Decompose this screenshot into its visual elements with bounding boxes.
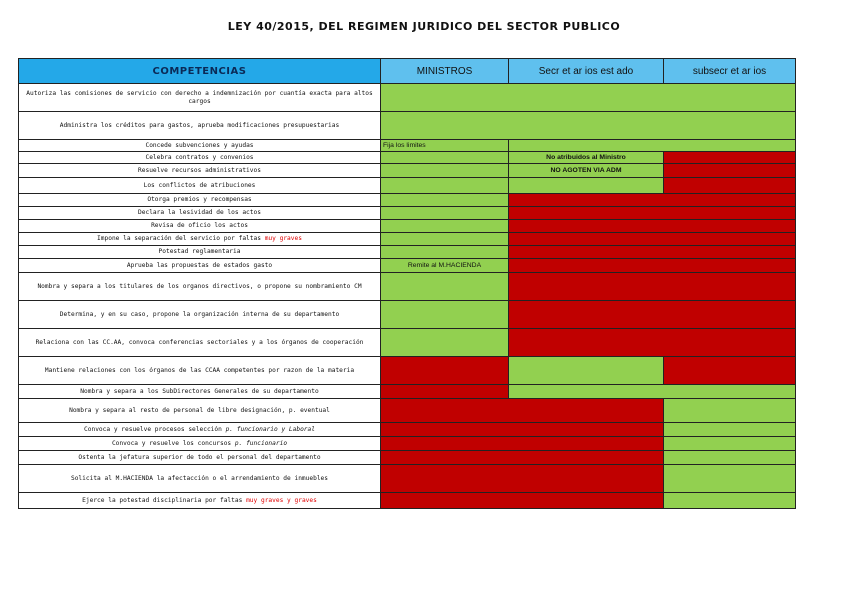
cell-green: [509, 140, 796, 152]
cell-red: [381, 399, 664, 423]
cell-subsecretarios: [664, 178, 796, 194]
cell-subsecretarios: [664, 465, 796, 493]
cell-ministros: [381, 194, 509, 207]
cell-ministros: [381, 152, 509, 164]
cell-ministros: [381, 233, 509, 246]
cell-red: [509, 273, 796, 301]
row-label: Relaciona con las CC.AA, convoca conferencias sectoriales y a los órganos de cooperación: [19, 329, 381, 357]
row-label: Administra los créditos para gastos, aprueba modificaciones presupuestarias: [19, 112, 381, 140]
row-label: Mantiene relaciones con los órganos de las CCAA competentes por razon de la materia: [19, 357, 381, 385]
cell-green: [509, 385, 796, 399]
table-row: [19, 493, 796, 509]
table-row: [19, 399, 796, 423]
table-row: [19, 140, 796, 152]
row-label: Otorga premios y recompensas: [19, 194, 381, 207]
cell-red: [381, 465, 664, 493]
row-label: Nombra y separa a los SubDirectores Generales de su departamento: [19, 385, 381, 399]
cell-red: [381, 451, 664, 465]
cell-ministros: [381, 207, 509, 220]
cell-subsecretarios: [664, 164, 796, 178]
cell-ministros: [381, 220, 509, 233]
table-row: [19, 259, 796, 273]
table-row: [19, 329, 796, 357]
note-remite-hacienda: Remite al M.HACIENDA: [381, 259, 509, 273]
cell-ministros: [381, 164, 509, 178]
table-row: [19, 423, 796, 437]
cell-red: [381, 423, 664, 437]
table-row: [19, 233, 796, 246]
row-label: Convoca y resuelve los concursos p. funcionario: [19, 437, 381, 451]
row-label: Celebra contratos y convenios: [19, 152, 381, 164]
row-label: Determina, y en su caso, propone la organización interna de su departamento: [19, 301, 381, 329]
table-row: [19, 437, 796, 451]
cell-red: [509, 246, 796, 259]
row-label: Nombra y separa a los titulares de los organos directivos, o propone su nombramiento CM: [19, 273, 381, 301]
table-header-row: [19, 59, 796, 84]
table-row: [19, 465, 796, 493]
header-subsecretarios: subsecr et ar ios: [664, 59, 796, 84]
cell-ministros: [381, 385, 509, 399]
cell-all-green: [381, 84, 796, 112]
row-label: Autoriza las comisiones de servicio con derecho a indemnización por cuantía exacta para altos cargos: [19, 84, 381, 112]
note-fija-limites: Fija los limites: [381, 140, 509, 152]
cell-subsecretarios: [664, 437, 796, 451]
table-row: [19, 246, 796, 259]
cell-ministros: [381, 246, 509, 259]
table-row: [19, 194, 796, 207]
cell-red: [509, 194, 796, 207]
header-secretarios-estado: Secr et ar ios est ado: [509, 59, 664, 84]
table-row: [19, 451, 796, 465]
table-row: [19, 152, 796, 164]
cell-ministros: [381, 301, 509, 329]
table-row: [19, 164, 796, 178]
cell-subsecretarios: [664, 423, 796, 437]
cell-subsecretarios: [664, 357, 796, 385]
cell-secretarios: [509, 178, 664, 194]
table-row: [19, 220, 796, 233]
row-label: Resuelve recursos administrativos: [19, 164, 381, 178]
table-row: [19, 84, 796, 112]
table-row: [19, 112, 796, 140]
row-label: Nombra y separa al resto de personal de libre designación, p. eventual: [19, 399, 381, 423]
cell-red: [509, 233, 796, 246]
cell-subsecretarios: [664, 451, 796, 465]
highlight-text: muy graves y graves: [246, 496, 317, 504]
table-row: [19, 301, 796, 329]
cell-red: [509, 259, 796, 273]
cell-red: [381, 493, 664, 509]
table-row: [19, 207, 796, 220]
row-label: Impone la separación del servicio por faltas muy graves: [19, 233, 381, 246]
cell-secretarios: [509, 357, 664, 385]
row-label: Declara la lesividad de los actos: [19, 207, 381, 220]
cell-red: [381, 437, 664, 451]
page-title: LEY 40/2015, DEL REGIMEN JURIDICO DEL SECTOR PUBLICO: [227, 20, 621, 33]
cell-subsecretarios: [664, 152, 796, 164]
header-ministros: MINISTROS: [381, 59, 509, 84]
row-label: Ejerce la potestad disciplinaria por faltas muy graves y graves: [19, 493, 381, 509]
cell-ministros: [381, 273, 509, 301]
row-label: Ostenta la jefatura superior de todo el personal del departamento: [19, 451, 381, 465]
highlight-text: muy graves: [264, 235, 302, 242]
cell-red: [509, 220, 796, 233]
cell-ministros: [381, 329, 509, 357]
cell-ministros: [381, 357, 509, 385]
cell-red: [509, 329, 796, 357]
cell-subsecretarios: [664, 399, 796, 423]
cell-subsecretarios: [664, 493, 796, 509]
competencias-table: [18, 58, 796, 509]
cell-ministros: [381, 178, 509, 194]
row-label: Concede subvenciones y ayudas: [19, 140, 381, 152]
header-competencias: COMPETENCIAS: [19, 59, 381, 84]
row-label: Los conflictos de atribuciones: [19, 178, 381, 194]
note-no-atribuidos: No atribuidos al Ministro: [509, 152, 664, 164]
cell-all-green: [381, 112, 796, 140]
row-label: Convoca y resuelve procesos selección p. funcionario y Laboral: [19, 423, 381, 437]
row-label: Potestad reglamentaria: [19, 246, 381, 259]
table-row: [19, 178, 796, 194]
cell-red: [509, 301, 796, 329]
cell-red: [509, 207, 796, 220]
table-row: [19, 357, 796, 385]
row-label: Aprueba las propuestas de estados gasto: [19, 259, 381, 273]
table-row: [19, 273, 796, 301]
table-row: [19, 385, 796, 399]
note-no-agoten: NO AGOTEN VIA ADM: [509, 164, 664, 178]
row-label: Revisa de oficio los actos: [19, 220, 381, 233]
row-label: Solicita al M.HACIENDA la afectacción o el arrendamiento de inmuebles: [19, 465, 381, 493]
